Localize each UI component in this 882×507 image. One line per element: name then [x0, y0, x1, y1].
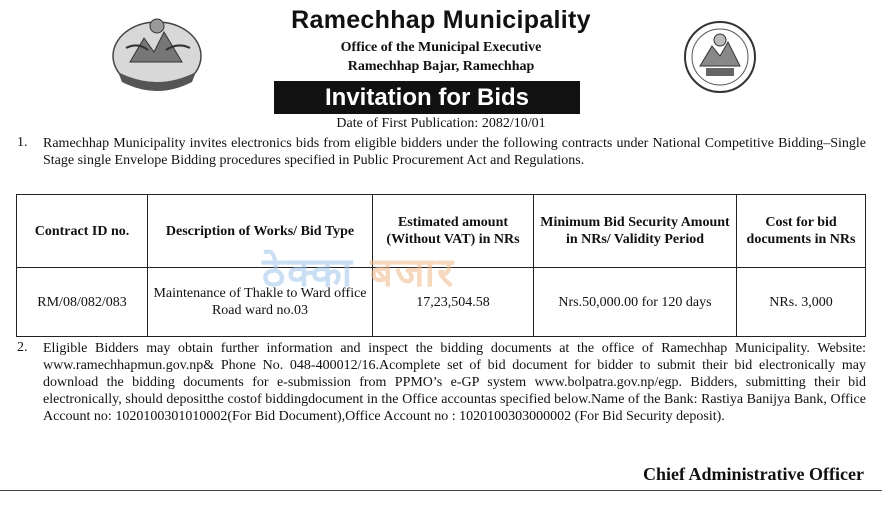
column-header: Cost for bid documents in NRs	[737, 195, 866, 268]
table-row	[17, 268, 866, 337]
item-number: 1.	[17, 135, 28, 150]
watermark-part-2: बजार	[370, 250, 456, 296]
table-header-row	[17, 195, 866, 268]
bid-table	[16, 194, 866, 337]
municipality-title: Ramechhap Municipality	[291, 6, 591, 34]
signature-title: Chief Administrative Officer	[643, 464, 864, 484]
description-cell: Maintenance of Thakle to Ward office Road ward no.03	[148, 268, 373, 337]
column-header: Description of Works/ Bid Type	[148, 195, 373, 268]
notice-paragraph-2: Eligible Bidders may obtain further information and inspect the bidding documents at the office of Ramechhap Municipality. Website: www.ramechhapmun.gov.np& Phone No. 048-400012/16.Acomplete set of bid document for bidder to submit their bid electronically may download the bidding documents for e-submission from PPMO’s e-GP system www.bolpatra.gov.np/egp. Bidders, submitting their bid electronically, should depositthe costof biddingdocument in the Office accountas specified below.Name of the Bank: Rastiya Banijya Bank, Office Account no: 1020100301010002(For Bid Document),Office Account no : 1020100303000002 (For Bid Security deposit).	[43, 341, 866, 424]
item-number: 2.	[17, 340, 28, 355]
address-subtitle: Ramechhap Bajar, Ramechhap	[347, 59, 535, 74]
watermark-part-1: ठेक्का	[262, 250, 355, 296]
column-header: Minimum Bid Security Amount in NRs/ Validity Period	[534, 195, 737, 268]
estimated-amount-cell: 17,23,504.58	[373, 268, 534, 337]
bottom-rule	[0, 490, 882, 491]
contract-id-cell: RM/08/082/083	[17, 268, 148, 337]
document-cost-cell: NRs. 3,000	[737, 268, 866, 337]
office-subtitle: Office of the Municipal Executive	[340, 40, 542, 55]
bid-security-cell: Nrs.50,000.00 for 120 days	[534, 268, 737, 337]
invitation-banner: Invitation for Bids	[274, 81, 580, 114]
column-header: Contract ID no.	[17, 195, 148, 268]
publication-date: Date of First Publication: 2082/10/01	[336, 116, 546, 131]
notice-paragraph-1: Ramechhap Municipality invites electronics bids from eligible bidders under the following contracts under National Competitive Bidding–Single Stage single Envelope Bidding procedures specified in Public Procurement Act and Regulations.	[43, 136, 866, 168]
column-header: Estimated amount (Without VAT) in NRs	[373, 195, 534, 268]
